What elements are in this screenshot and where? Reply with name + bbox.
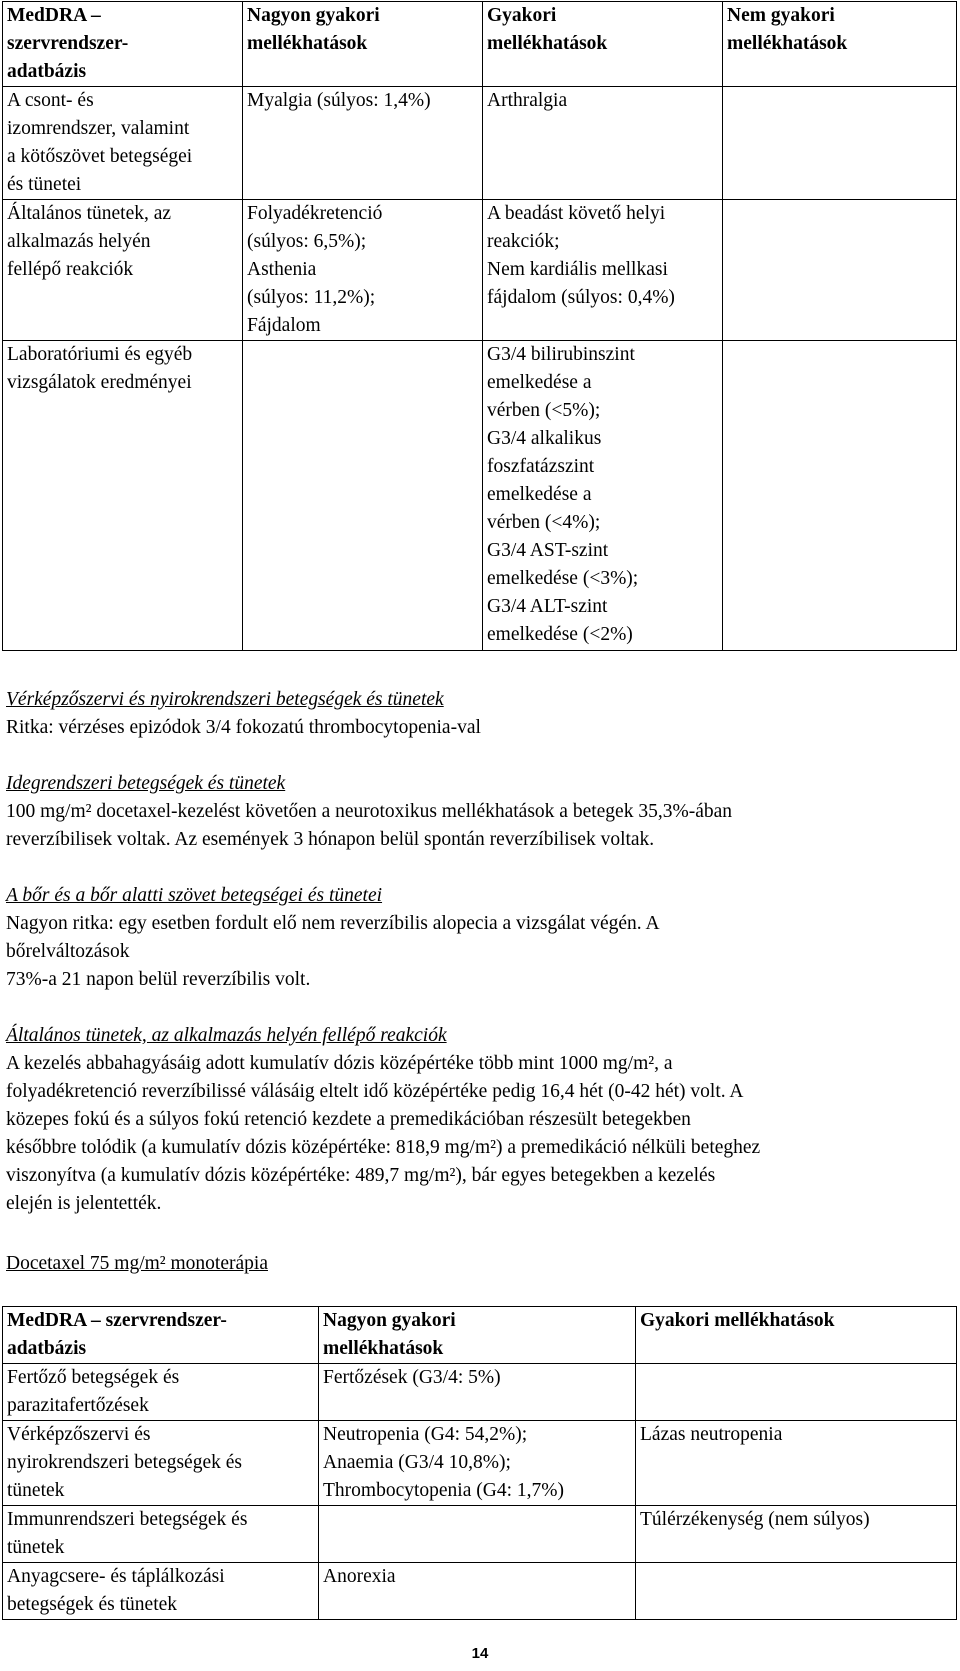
table-row: [3, 1563, 957, 1620]
table1-cell-very-common: Myalgia (súlyos: 1,4%): [243, 87, 483, 200]
section-heading: Vérképzőszervi és nyirokrendszeri betegségek és tünetek: [6, 689, 444, 710]
table2-cell-common: Lázas neutropenia: [636, 1421, 957, 1506]
section-nervous-system: [6, 770, 951, 854]
section-text: viszonyítva (a kumulatív dózis középértéke: 489,7 mg/m²), bár egyes betegekben a kezelés: [6, 1165, 716, 1186]
table2-cell-common: [636, 1563, 957, 1620]
table2-cell-very-common: [319, 1506, 636, 1563]
table2-cell-very-common: Neutropenia (G4: 54,2%); Anaemia (G3/4 10,8%); Thrombocytopenia (G4: 1,7%): [319, 1421, 636, 1506]
adverse-reactions-table-1: [2, 1, 957, 651]
table1-header-common: Gyakori mellékhatások: [483, 2, 723, 87]
section-text: 100 mg/m² docetaxel-kezelést követően a neurotoxikus mellékhatások a betegek 35,3%-ában: [6, 801, 733, 822]
table-row: [3, 200, 957, 341]
section-text: elején is jelentették.: [6, 1193, 162, 1214]
section-text: bőrelváltozások: [6, 941, 130, 962]
adverse-reactions-table-2: [2, 1306, 957, 1620]
table1-header-very-common: Nagyon gyakori mellékhatások: [243, 2, 483, 87]
section-heading: Idegrendszeri betegségek és tünetek: [6, 773, 286, 794]
table2-header-very-common: Nagyon gyakori mellékhatások: [319, 1307, 636, 1364]
table1-cell-uncommon: [723, 200, 957, 341]
page-number: 14: [471, 1645, 489, 1662]
section-skin: [6, 882, 951, 994]
section-text: későbbre tolódik (a kumulatív dózis középértéke: 818,9 mg/m²) a premedikáció nélküli beteghez: [6, 1137, 761, 1158]
table2-cell-common: [636, 1364, 957, 1421]
table2-header-row: [3, 1307, 957, 1364]
table-row: [3, 341, 957, 651]
table2-cell-soc: Immunrendszeri betegségek és tünetek: [3, 1506, 319, 1563]
section-text: közepes fokú és a súlyos fokú retenció kezdete a premedikációban részesült betegekben: [6, 1109, 691, 1130]
table2-cell-soc: Vérképzőszervi és nyirokrendszeri betegségek és tünetek: [3, 1421, 319, 1506]
table1-cell-uncommon: [723, 341, 957, 651]
monotherapy-subtitle: Docetaxel 75 mg/m² monoterápia: [6, 1253, 268, 1274]
section-text: folyadékretenció reverzíbilissé válásáig eltelt idő középértéke pedig 16,4 hét (0-42 hét) volt. A: [6, 1081, 744, 1102]
table-row: [3, 1506, 957, 1563]
table1-cell-soc: Általános tünetek, az alkalmazás helyén fellépő reakciók: [3, 200, 243, 341]
section-text: Ritka: vérzéses epizódok 3/4 fokozatú thrombocytopenia-val: [6, 717, 481, 738]
section-text: A kezelés abbahagyásáig adott kumulatív dózis középértéke több mint 1000 mg/m², a: [6, 1053, 673, 1074]
subtitle-block: [6, 1250, 951, 1278]
section-text: 73%-a 21 napon belül reverzíbilis volt.: [6, 969, 311, 990]
table1-header-row: [3, 2, 957, 87]
table1-header-uncommon: Nem gyakori mellékhatások: [723, 2, 957, 87]
table1-header-soc: MedDRA – szervrendszer- adatbázis: [3, 2, 243, 87]
table2-cell-very-common: Anorexia: [319, 1563, 636, 1620]
table-row: [3, 1364, 957, 1421]
table1-cell-soc: A csont- és izomrendszer, valamint a kötőszövet betegségei és tünetei: [3, 87, 243, 200]
table1-cell-common: A beadást követő helyi reakciók; Nem kardiális mellkasi fájdalom (súlyos: 0,4%): [483, 200, 723, 341]
table2-cell-common: Túlérzékenység (nem súlyos): [636, 1506, 957, 1563]
table-row: [3, 1421, 957, 1506]
table2-header-common: Gyakori mellékhatások: [636, 1307, 957, 1364]
table2-cell-soc: Fertőző betegségek és parazitafertőzések: [3, 1364, 319, 1421]
section-text: Nagyon ritka: egy esetben fordult elő nem reverzíbilis alopecia a vizsgálat végén. A: [6, 913, 660, 934]
table-row: [3, 87, 957, 200]
table1-cell-soc: Laboratóriumi és egyéb vizsgálatok eredményei: [3, 341, 243, 651]
section-hematologic: [6, 686, 951, 742]
table2-header-soc: MedDRA – szervrendszer- adatbázis: [3, 1307, 319, 1364]
table1-cell-common: G3/4 bilirubinszint emelkedése a vérben (<5%); G3/4 alkalikus foszfatázszint emelkedése a vérben (<4%); G3/4 AST-szint emelkedése (<3%); G3/4 ALT-szint emelkedése (<2%): [483, 341, 723, 651]
table1-cell-very-common: Folyadékretenció (súlyos: 6,5%); Asthenia (súlyos: 11,2%); Fájdalom: [243, 200, 483, 341]
table2-cell-soc: Anyagcsere- és táplálkozási betegségek és tünetek: [3, 1563, 319, 1620]
table1-cell-common: Arthralgia: [483, 87, 723, 200]
table2-cell-very-common: Fertőzések (G3/4: 5%): [319, 1364, 636, 1421]
section-general-disorders: [6, 1022, 951, 1218]
table1-cell-very-common: [243, 341, 483, 651]
table1-cell-uncommon: [723, 87, 957, 200]
section-heading: Általános tünetek, az alkalmazás helyén fellépő reakciók: [6, 1025, 447, 1046]
section-text: reverzíbilisek voltak. Az események 3 hónapon belül spontán reverzíbilisek voltak.: [6, 829, 655, 850]
section-heading: A bőr és a bőr alatti szövet betegségei és tünetei: [6, 885, 383, 906]
